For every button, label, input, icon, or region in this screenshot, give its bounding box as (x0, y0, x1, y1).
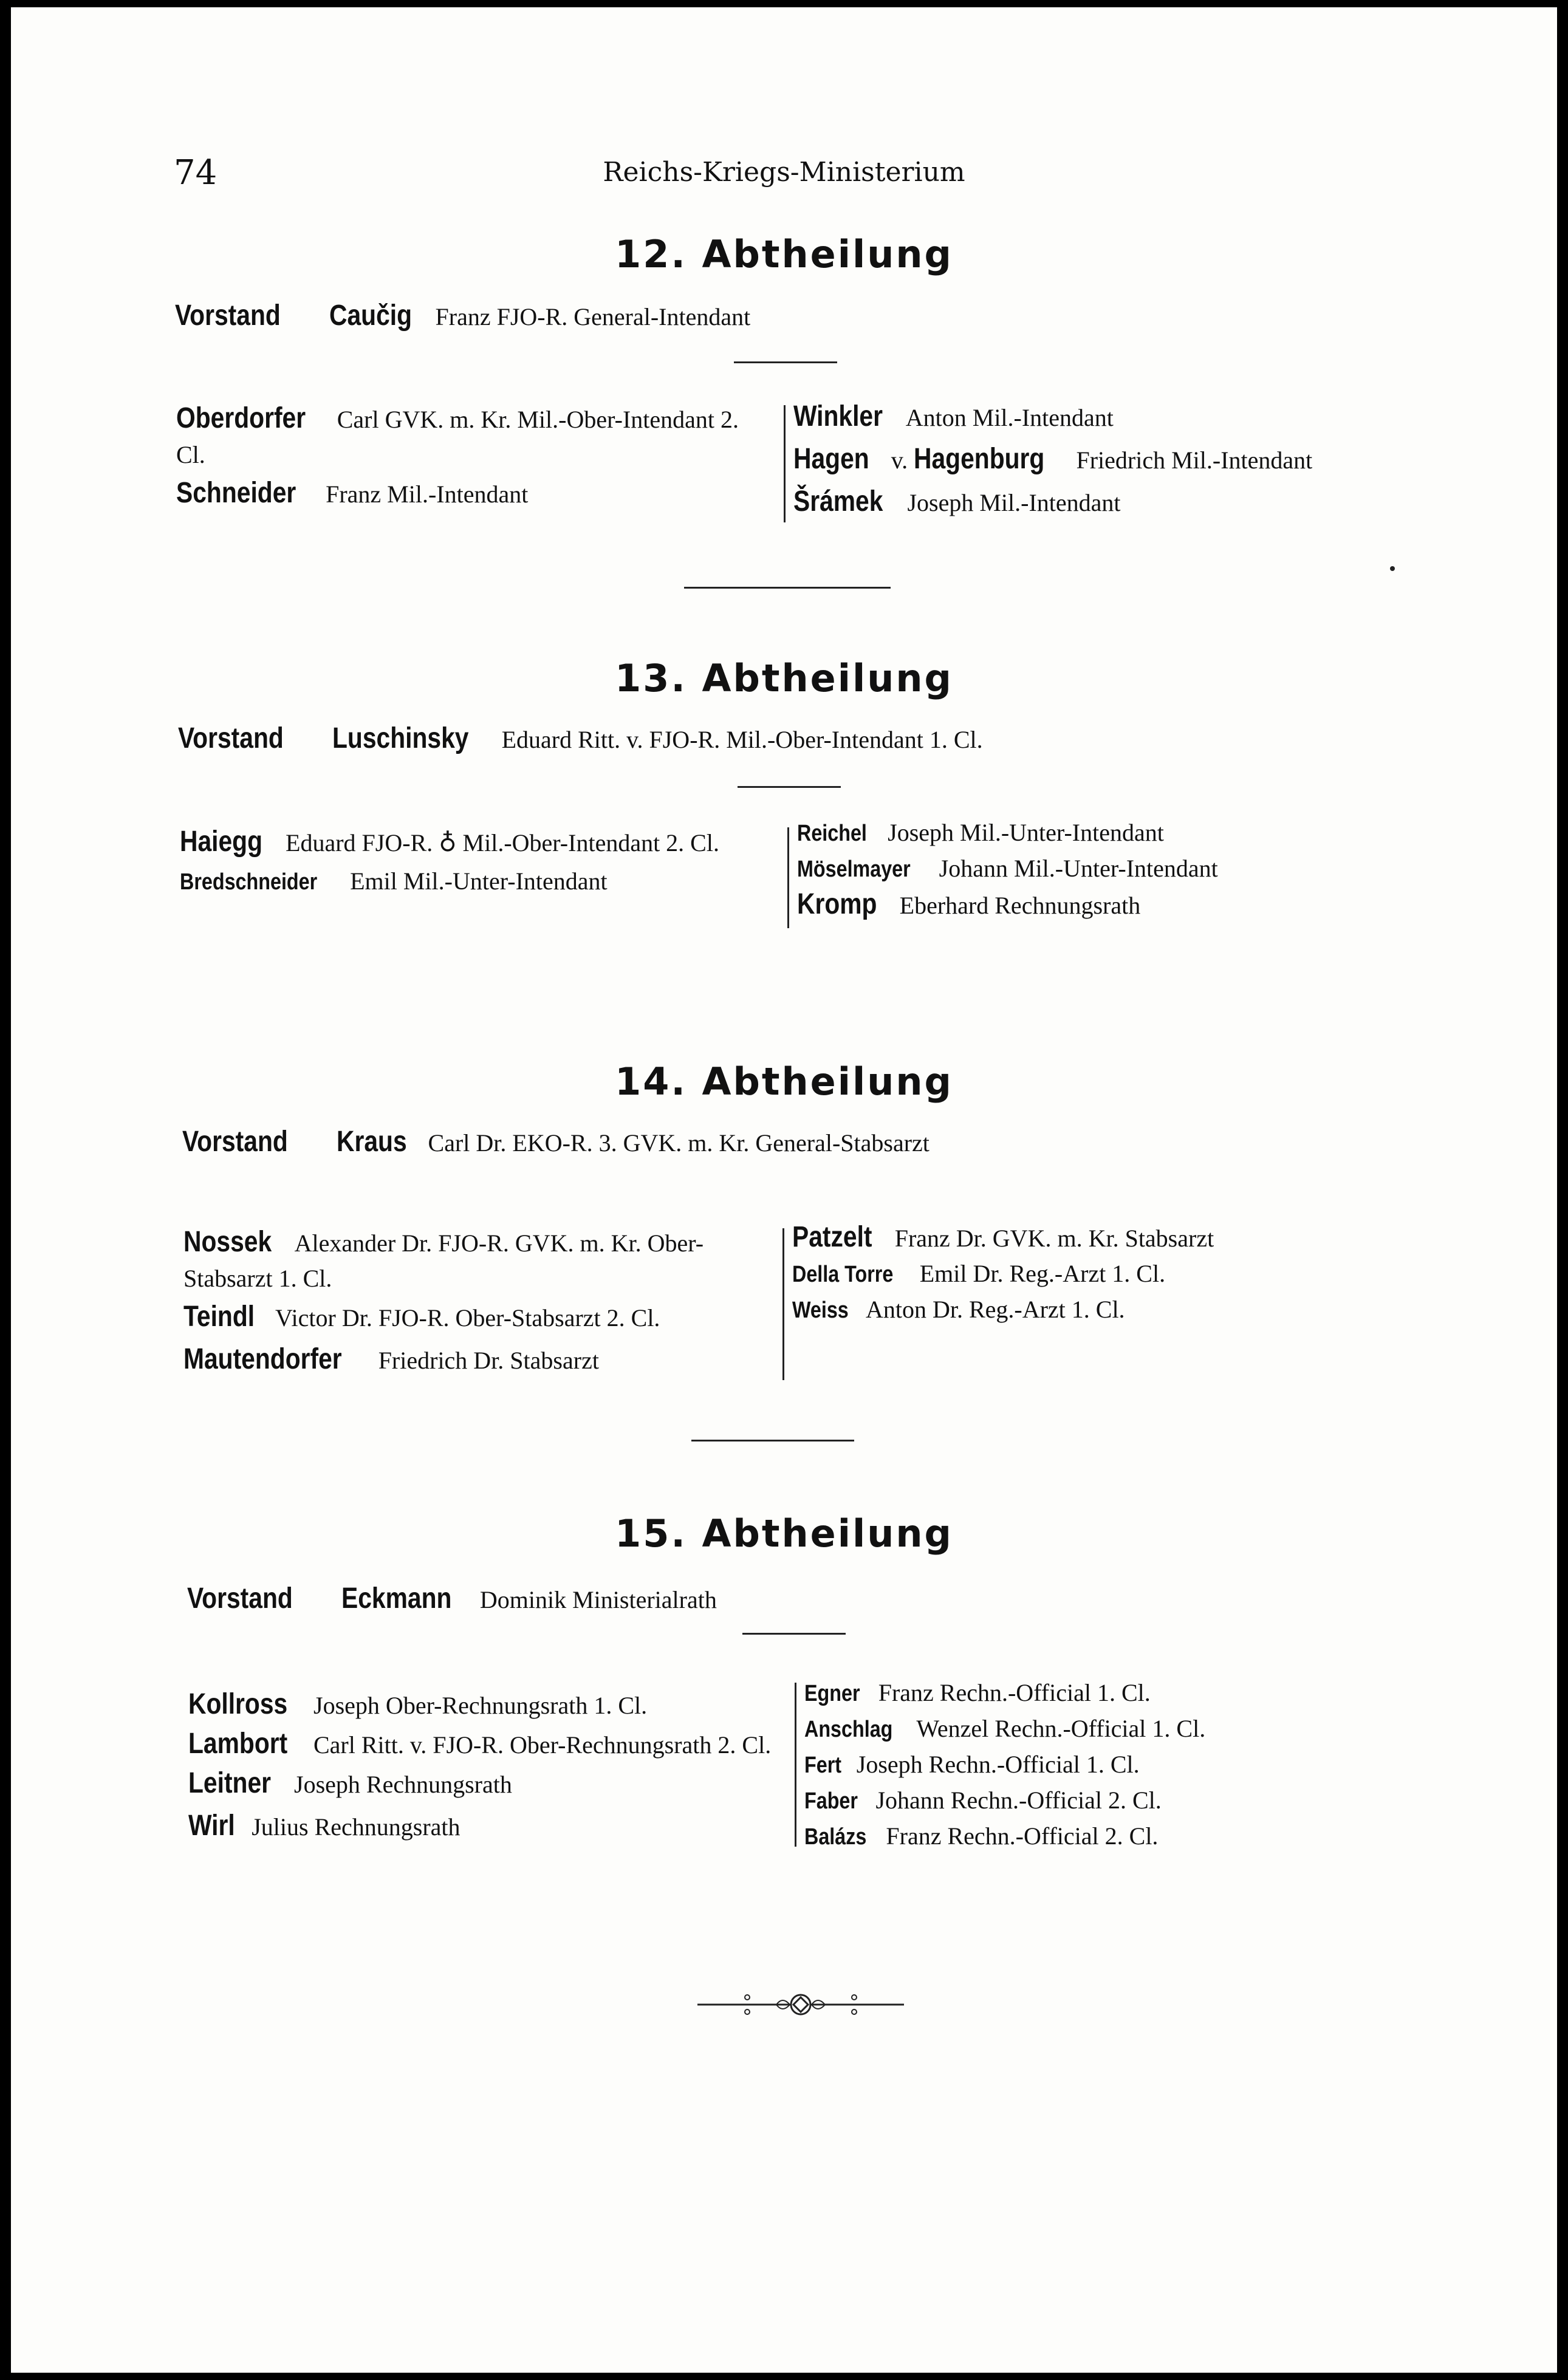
staff-name: Kollross (188, 1688, 288, 1720)
staff-name: Oberdorfer (176, 402, 306, 434)
staff-entry (176, 473, 772, 515)
staff-name: Šrámek (793, 485, 883, 518)
vorstand-label: Vorstand (187, 1582, 293, 1615)
running-title: Reichs-Kriegs-Ministerium (603, 157, 965, 188)
section-head (182, 1125, 930, 1158)
running-header (11, 153, 1557, 196)
staff-entry (176, 401, 772, 473)
staff-details: Alexander Dr. FJO-R. GVK. m. Kr. Ober-Stabsarzt 1. Cl. (183, 1229, 704, 1292)
staff-entry (804, 1711, 1412, 1747)
staff-name: Winkler (793, 400, 883, 433)
staff-name: Weiss (792, 1298, 849, 1323)
left-column (176, 401, 772, 515)
staff-name: Schneider (176, 477, 296, 509)
section-head (175, 299, 750, 332)
staff-details: Joseph Mil.-Intendant (907, 489, 1121, 516)
staff-details: Eberhard Rechnungsrath (899, 892, 1141, 919)
staff-entry (188, 1763, 784, 1805)
staff-name: Nossek (183, 1226, 272, 1258)
staff-details: Franz Rechn.-Official 2. Cl. (886, 1822, 1159, 1850)
left-column (188, 1684, 784, 1848)
left-column (180, 824, 775, 903)
staff-entry (797, 887, 1405, 923)
staff-name: Patzelt (792, 1221, 872, 1253)
short-rule (742, 1633, 846, 1635)
vorstand-label: Vorstand (175, 299, 281, 332)
column-divider (784, 405, 786, 522)
staff-entry (183, 1225, 779, 1296)
staff-details: Julius Rechnungsrath (252, 1813, 460, 1841)
staff-entry (804, 1783, 1412, 1819)
section-title: 15. Abtheilung (615, 1511, 953, 1556)
staff-details: Emil Mil.-Unter-Intendant (350, 867, 608, 895)
staff-details: Friedrich Mil.-Intendant (1076, 446, 1313, 474)
staff-details: Joseph Ober-Rechnungsrath 1. Cl. (313, 1692, 648, 1719)
staff-entry (180, 861, 775, 903)
head-details: Dominik Ministerialrath (479, 1586, 717, 1613)
right-column (793, 396, 1401, 524)
staff-name: Bredschneider (180, 869, 318, 895)
staff-name: Della Torre (792, 1262, 894, 1287)
staff-name: Haiegg (180, 826, 263, 858)
column-divider (782, 1228, 784, 1380)
head-name: Caučig (329, 299, 413, 332)
staff-name: Hagen (793, 443, 869, 475)
page-scan (11, 7, 1557, 2373)
head-details: Franz FJO-R. General-Intendant (435, 303, 751, 330)
section-separator (691, 1440, 854, 1441)
section-title: 13. Abtheilung (615, 656, 953, 700)
staff-details: Johann Rechn.-Official 2. Cl. (875, 1787, 1162, 1814)
right-column (804, 1675, 1412, 1855)
head-details: Eduard Ritt. v. FJO-R. Mil.-Ober-Intendant 1. Cl. (501, 726, 983, 753)
column-divider (787, 827, 789, 928)
staff-name: Reichel (797, 821, 867, 846)
staff-details: Franz Rechn.-Official 1. Cl. (878, 1679, 1151, 1706)
end-ornament-icon (697, 1986, 904, 2023)
staff-entry (797, 815, 1405, 851)
head-details: Carl Dr. EKO-R. 3. GVK. m. Kr. General-Stabsarzt (428, 1129, 930, 1157)
section-separator (684, 587, 891, 589)
staff-details: Franz Mil.-Intendant (326, 480, 529, 508)
staff-details: Emil Dr. Reg.-Arzt 1. Cl. (919, 1260, 1166, 1287)
staff-entry (180, 824, 775, 861)
staff-details: Joseph Mil.-Unter-Intendant (888, 819, 1164, 846)
staff-name: Anschlag (804, 1717, 893, 1742)
section-title: 12. Abtheilung (615, 232, 953, 276)
head-name: Luschinsky (332, 722, 469, 754)
staff-details: Victor Dr. FJO-R. Ober-Stabsarzt 2. Cl. (275, 1304, 660, 1332)
staff-particle: v. (891, 446, 908, 474)
right-column (797, 815, 1405, 923)
staff-name: Faber (804, 1788, 858, 1814)
staff-entry (188, 1726, 784, 1763)
short-rule (738, 786, 841, 788)
section-title: 14. Abtheilung (615, 1059, 953, 1104)
staff-name: Lambort (188, 1728, 288, 1760)
staff-details: Carl GVK. m. Kr. Mil.-Ober-Intendant 2. Cl. (176, 406, 739, 468)
staff-entry (804, 1819, 1412, 1855)
staff-entry (804, 1747, 1412, 1783)
staff-details: Eduard FJO-R. ♁ Mil.-Ober-Intendant 2. Cl. (286, 829, 719, 857)
staff-entry (804, 1675, 1412, 1711)
section-head (178, 722, 983, 755)
short-rule (734, 361, 837, 363)
staff-details: Joseph Rechn.-Official 1. Cl. (856, 1751, 1140, 1778)
staff-entry (793, 481, 1401, 524)
vorstand-label: Vorstand (178, 722, 284, 754)
staff-entry (793, 396, 1401, 439)
staff-details: Friedrich Dr. Stabsarzt (378, 1347, 599, 1374)
staff-entry (792, 1256, 1400, 1292)
scan-speck (1390, 566, 1395, 571)
staff-name: Möselmayer (797, 857, 911, 882)
staff-name: Leitner (188, 1767, 272, 1799)
staff-details: Wenzel Rechn.-Official 1. Cl. (916, 1715, 1206, 1742)
staff-name: Mautendorfer (183, 1343, 342, 1375)
staff-details: Carl Ritt. v. FJO-R. Ober-Rechnungsrath 2. Cl. (313, 1731, 772, 1759)
staff-details: Franz Dr. GVK. m. Kr. Stabsarzt (894, 1225, 1214, 1252)
staff-name: Fert (804, 1753, 842, 1778)
staff-details: Joseph Rechnungsrath (294, 1771, 512, 1798)
staff-entry (183, 1296, 779, 1339)
staff-name: Egner (804, 1681, 860, 1706)
staff-name: Hagenburg (914, 443, 1045, 475)
staff-entry (797, 851, 1405, 887)
left-column (183, 1225, 779, 1381)
column-divider (795, 1683, 796, 1847)
staff-details: Anton Dr. Reg.-Arzt 1. Cl. (865, 1296, 1125, 1323)
staff-name: Balázs (804, 1824, 867, 1850)
staff-entry (188, 1684, 784, 1726)
staff-name: Wirl (188, 1810, 235, 1842)
staff-details: Johann Mil.-Unter-Intendant (939, 855, 1218, 882)
head-name: Kraus (337, 1126, 408, 1158)
staff-entry (188, 1805, 784, 1848)
vorstand-label: Vorstand (182, 1126, 288, 1158)
staff-details: Anton Mil.-Intendant (905, 404, 1114, 431)
staff-name: Teindl (183, 1301, 255, 1333)
head-name: Eckmann (341, 1582, 452, 1615)
staff-entry (183, 1339, 779, 1381)
staff-entry (793, 439, 1401, 481)
page-number: 74 (174, 153, 217, 193)
section-head (187, 1582, 717, 1615)
staff-entry (792, 1220, 1400, 1256)
right-column (792, 1220, 1400, 1328)
staff-name: Kromp (797, 888, 877, 920)
staff-entry (792, 1292, 1400, 1328)
